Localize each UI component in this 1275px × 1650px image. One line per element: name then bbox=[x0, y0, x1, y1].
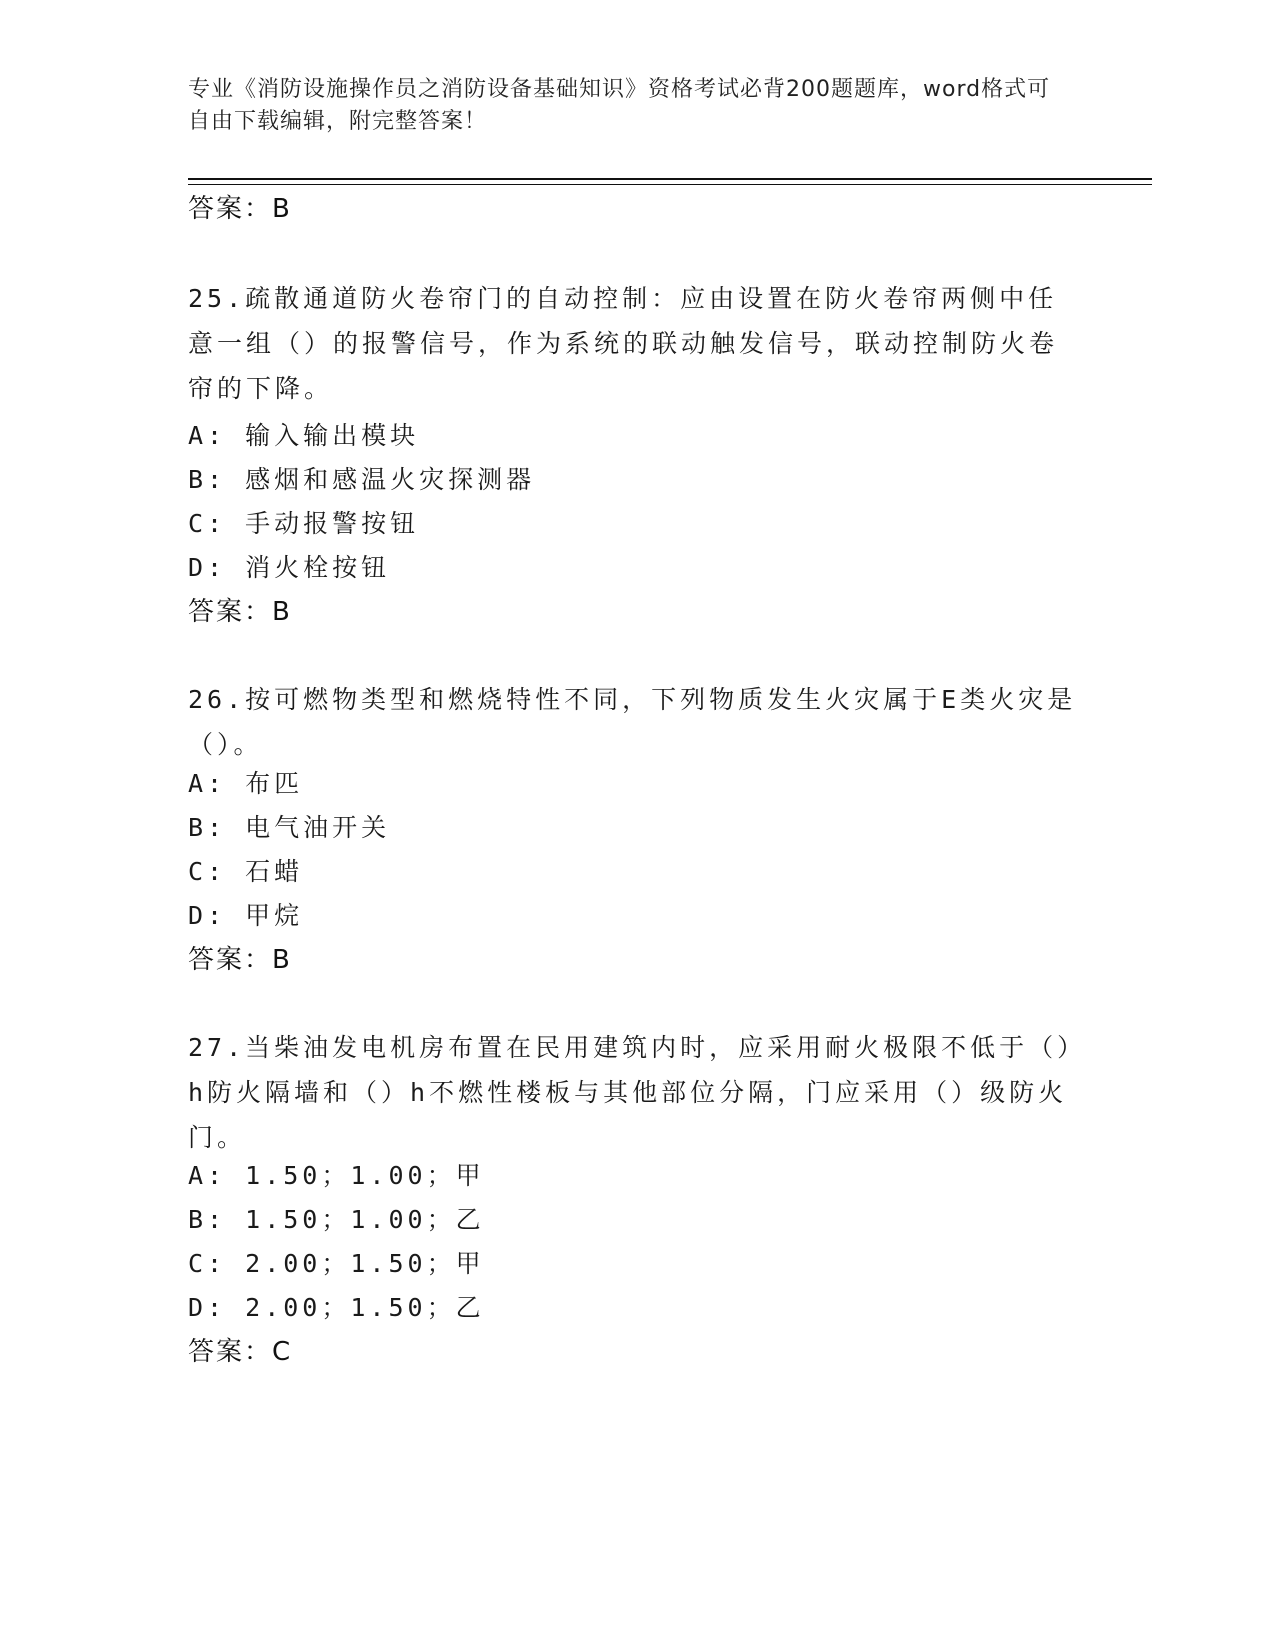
question-26-option-b: B: 电气油开关 bbox=[188, 813, 391, 842]
question-26-text: 26.按可燃物类型和燃烧特性不同，下列物质发生火灾属于E类火灾是（）。 bbox=[188, 685, 1077, 759]
question-25-option-a: A: 输入输出模块 bbox=[188, 421, 420, 450]
header-divider-thick bbox=[188, 178, 1152, 180]
question-26-option-a: A: 布匹 bbox=[188, 769, 304, 798]
question-27-option-c: C: 2.00；1.50；甲 bbox=[188, 1249, 485, 1278]
question-26-option-d: D: 甲烷 bbox=[188, 901, 304, 930]
question-27-option-b: B: 1.50；1.00；乙 bbox=[188, 1205, 485, 1234]
question-27-text: 27.当柴油发电机房布置在民用建筑内时，应采用耐火极限不低于（）h防火隔墙和（）h不燃性楼板与其他部位分隔，门应采用（）级防火门。 bbox=[188, 1033, 1074, 1152]
question-25-text: 25.疏散通道防火卷帘门的自动控制：应由设置在防火卷帘两侧中任意一组（）的报警信号，作为系统的联动触发信号，联动控制防火卷帘的下降。 bbox=[188, 284, 1059, 403]
question-27-option-a: A: 1.50；1.00；甲 bbox=[188, 1161, 485, 1190]
question-25-answer: 答案：B bbox=[188, 597, 292, 627]
question-25-option-b: B: 感烟和感温火灾探测器 bbox=[188, 465, 536, 494]
question-26-answer: 答案：B bbox=[188, 945, 292, 975]
header-divider-thin bbox=[188, 184, 1152, 185]
question-25-option-c: C: 手动报警按钮 bbox=[188, 509, 420, 538]
question-27-option-d: D: 2.00；1.50；乙 bbox=[188, 1293, 485, 1322]
document-header: 专业《消防设施操作员之消防设备基础知识》资格考试必背200题题库，word格式可自由下载编辑，附完整答案！ bbox=[188, 77, 1051, 134]
previous-answer: 答案：B bbox=[188, 194, 292, 224]
question-26-option-c: C: 石蜡 bbox=[188, 857, 304, 886]
question-25-option-d: D: 消火栓按钮 bbox=[188, 553, 391, 582]
question-27-answer: 答案：C bbox=[188, 1337, 293, 1367]
